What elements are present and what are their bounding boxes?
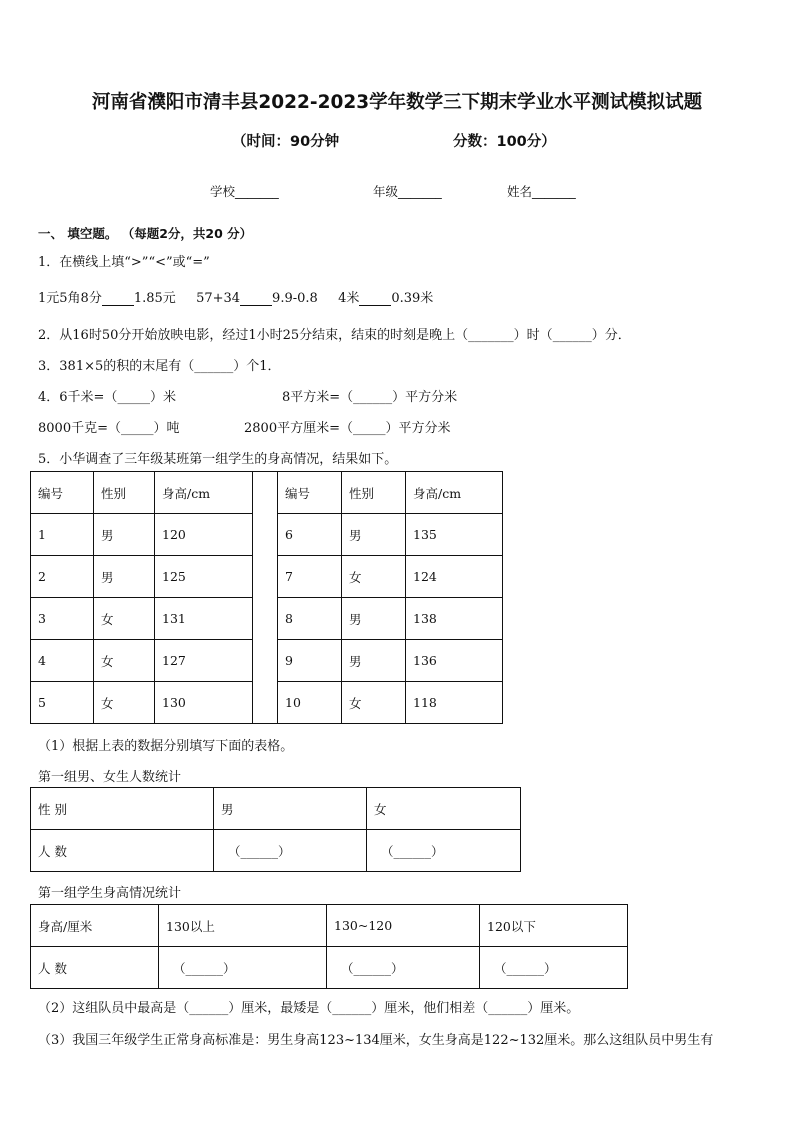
q1-item1-right: 1.85元 (133, 291, 176, 306)
gender-count-table (30, 787, 521, 872)
cell-id: 3 (31, 598, 94, 640)
q1-item1-left: 1元5角8分 (38, 291, 102, 306)
cell-gender: 女 (94, 640, 155, 682)
cell-gender: 女 (342, 556, 406, 598)
exam-time: （时间：90分钟 (232, 134, 340, 150)
cell-gender: 男 (342, 514, 406, 556)
q1-stem: 1．在横线上填“>”“<”或“=” (38, 255, 210, 270)
q5-sub3: （3）我国三年级学生正常身高标准是：男生身高123~134厘米，女生身高是122~132厘米。那么这组队员中男生有 (38, 1033, 714, 1048)
cell-id: 6 (278, 514, 342, 556)
q1-blank2[interactable] (240, 291, 272, 306)
q2-blank-minute[interactable]: ______ (552, 328, 592, 343)
q2 (38, 324, 631, 343)
table-row (31, 830, 521, 872)
range-130-120-blank[interactable]: （______） (327, 947, 480, 989)
table1-caption: 第一组男、女生人数统计 (38, 770, 182, 785)
q4-a-text1: 4．6千米=（ (38, 390, 118, 405)
cell-height: 136 (406, 640, 503, 682)
cell-height: 130 (155, 682, 253, 724)
q1-blank1[interactable] (102, 291, 134, 306)
cell-id: 5 (31, 682, 94, 724)
cell-height: 127 (155, 640, 253, 682)
cell-female: 女 (367, 788, 521, 830)
header-id: 编号 (278, 472, 342, 514)
q4-c-blank[interactable]: _____ (120, 421, 154, 436)
q3-text2: ）个1． (233, 359, 281, 374)
cell-gender: 男 (342, 598, 406, 640)
header-height: 身高/cm (155, 472, 253, 514)
q4-a-text2: ）米 (149, 390, 176, 405)
table2-caption: 第一组学生身高情况统计 (38, 886, 182, 901)
cell-height: 138 (406, 598, 503, 640)
q2-blank-hour[interactable]: _______ (468, 328, 514, 343)
table-header-row (31, 472, 503, 514)
cell-label-height: 身高/厘米 (31, 905, 159, 947)
q4-d (244, 417, 451, 436)
cell-label-count: 人 数 (31, 830, 214, 872)
female-count-blank[interactable]: （______） (367, 830, 521, 872)
exam-score: 分数：100分） (453, 134, 556, 150)
height-range-table (30, 904, 628, 989)
cell-id: 9 (278, 640, 342, 682)
cell-label-count: 人 数 (31, 947, 159, 989)
section-heading: 一、 填空题。 （每题2分，共20 分） (38, 226, 253, 241)
name-field[interactable]: 姓名_______ (507, 184, 576, 199)
q4-c (38, 417, 180, 436)
q4-c-text2: ）吨 (153, 421, 180, 436)
q3-blank[interactable]: ______ (194, 359, 234, 374)
q4-b (282, 386, 457, 405)
q4-d-text1: 2800平方厘米=（ (244, 421, 353, 436)
cell-gender: 女 (342, 682, 406, 724)
cell-above-130: 130以上 (159, 905, 327, 947)
q4-d-blank[interactable]: _____ (352, 421, 386, 436)
cell-height: 125 (155, 556, 253, 598)
q1-item3-right: 0.39米 (391, 291, 434, 306)
cell-gender: 女 (94, 598, 155, 640)
cell-label-gender: 性 别 (31, 788, 214, 830)
cell-height: 118 (406, 682, 503, 724)
q5-sub2: （2）这组队员中最高是（______）厘米，最矮是（______）厘米，他们相差（______）厘米。 (38, 1001, 580, 1016)
table-separator (253, 472, 278, 724)
cell-gender: 女 (94, 682, 155, 724)
cell-id: 8 (278, 598, 342, 640)
q5-stem: 5．小华调查了三年级某班第一组学生的身高情况，结果如下。 (38, 452, 398, 467)
q2-text3: ）分． (591, 328, 631, 343)
q3 (38, 355, 281, 374)
grade-field[interactable]: 年级_______ (373, 184, 442, 199)
header-height: 身高/cm (406, 472, 503, 514)
cell-height: 135 (406, 514, 503, 556)
cell-id: 1 (31, 514, 94, 556)
cell-id: 4 (31, 640, 94, 682)
header-gender: 性别 (94, 472, 155, 514)
cell-gender: 男 (94, 556, 155, 598)
page-title: 河南省濮阳市清丰县2022-2023学年数学三下期末学业水平测试模拟试题 (91, 92, 703, 113)
cell-id: 7 (278, 556, 342, 598)
table-row (31, 905, 628, 947)
q4-c-text1: 8000千克=（ (38, 421, 121, 436)
cell-height: 120 (155, 514, 253, 556)
q3-text1: 3．381×5的积的末尾有（ (38, 359, 195, 374)
cell-id: 10 (278, 682, 342, 724)
q4-b-text1: 8平方米=（ (282, 390, 354, 405)
cell-height: 124 (406, 556, 503, 598)
q1-blank3[interactable] (359, 291, 391, 306)
height-survey-table (30, 471, 503, 724)
school-field[interactable]: 学校_______ (210, 184, 279, 199)
header-gender: 性别 (342, 472, 406, 514)
cell-gender: 男 (94, 514, 155, 556)
q4-a-blank[interactable]: _____ (117, 390, 150, 405)
q5-sub1: （1）根据上表的数据分别填写下面的表格。 (38, 739, 294, 754)
cell-male: 男 (214, 788, 367, 830)
table-row (31, 788, 521, 830)
q4-d-text2: ）平方分米 (385, 421, 451, 436)
q2-text2: ）时（ (513, 328, 553, 343)
male-count-blank[interactable]: （______） (214, 830, 367, 872)
q4-b-blank[interactable]: ______ (353, 390, 393, 405)
cell-gender: 男 (342, 640, 406, 682)
cell-height: 131 (155, 598, 253, 640)
q1-items (38, 287, 433, 306)
cell-130-120: 130~120 (327, 905, 480, 947)
q1-item3-left: 4米 (338, 291, 360, 306)
cell-id: 2 (31, 556, 94, 598)
q4-a (38, 386, 176, 405)
cell-below-120: 120以下 (480, 905, 628, 947)
q1-item2-right: 9.9-0.8 (272, 291, 318, 306)
q1-item2-left: 57+34 (196, 291, 241, 306)
q4-b-text2: ）平方分米 (392, 390, 458, 405)
q2-text1: 2．从16时50分开始放映电影，经过1小时25分结束，结束的时刻是晚上（ (38, 328, 469, 343)
table-row (31, 947, 628, 989)
below-120-blank[interactable]: （______） (480, 947, 628, 989)
above-130-blank[interactable]: （______） (159, 947, 327, 989)
header-id: 编号 (31, 472, 94, 514)
